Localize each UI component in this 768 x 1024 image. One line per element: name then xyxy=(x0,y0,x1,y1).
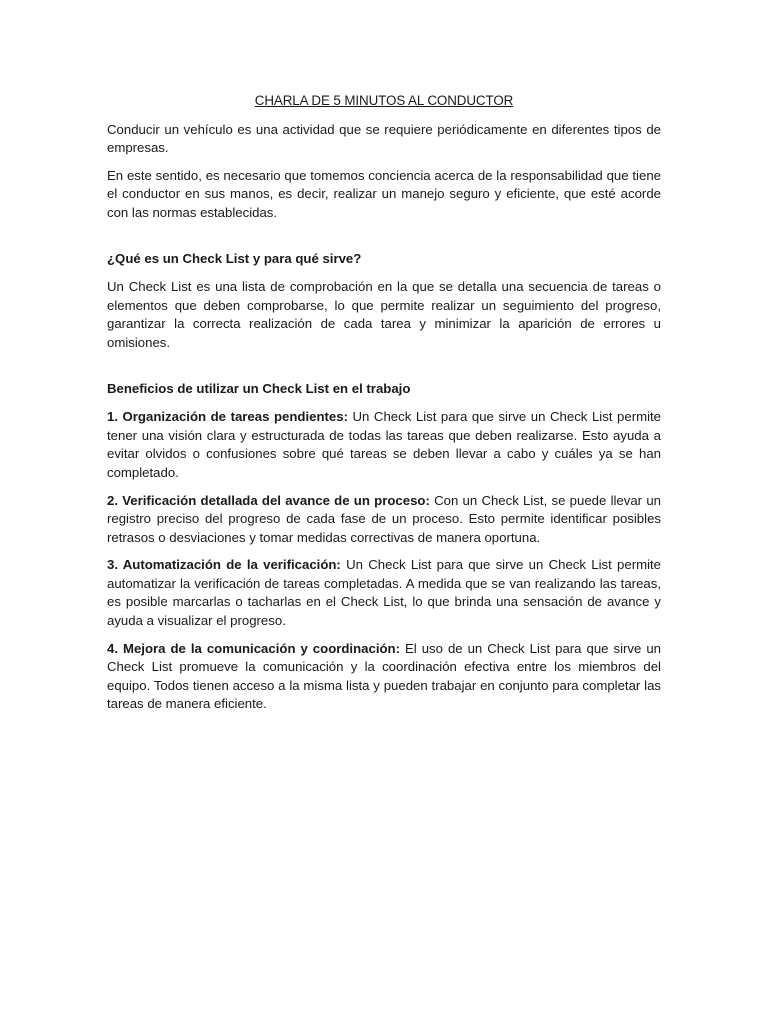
benefit-item-title: 2. Verificación detallada del avance de un proceso: xyxy=(107,492,430,508)
benefit-item-3 xyxy=(107,556,661,630)
checklist-definition-paragraph: Un Check List es una lista de comprobación en la que se detalla una secuencia de tareas o elementos que deben comprobarse, lo que permite realizar un seguimiento del progreso, garantizar la correcta realización de cada tarea y minimizar la aparición de errores u omisiones. xyxy=(107,279,661,350)
document-page xyxy=(107,92,661,723)
benefit-item-title: 4. Mejora de la comunicación y coordinación: xyxy=(107,640,400,656)
benefit-item-title: 3. Automatización de la verificación: xyxy=(107,557,341,573)
benefit-item-text: Un Check List para que sirve un Check List permite tener una visión clara y estructurada de todas las tareas que deben realizarse. Esto ayuda a evitar olvidos o confusiones sobre qué tareas se deben llevar a cabo y cuáles ya se han completado. xyxy=(107,409,661,480)
benefit-item-title: 1. Organización de tareas pendientes: xyxy=(107,409,348,425)
benefit-item-4 xyxy=(107,640,661,714)
intro-paragraph-1: Conducir un vehículo es una actividad que se requiere periódicamente en diferentes tipos de empresas. xyxy=(107,121,661,156)
intro-paragraph-2: En este sentido, es necesario que tomemos conciencia acerca de la responsabilidad que tiene el conductor en sus manos, es decir, realizar un manejo seguro y eficiente, que esté acorde con las normas establecidas. xyxy=(107,167,661,220)
benefit-item-text: Con un Check List, se puede llevar un registro preciso del progreso de cada fase de un proceso. Esto permite identificar posibles retrasos o desviaciones y tomar medidas correctivas de manera oportuna. xyxy=(107,492,661,545)
benefit-item-2 xyxy=(107,492,661,548)
benefit-item-text: Un Check List para que sirve un Check List permite automatizar la verificación de tareas completadas. A medida que se van realizando las tareas, es posible marcarlas o tacharlas en el Check List, lo que brinda una sensación de avance y ayuda a visualizar el progreso. xyxy=(107,557,662,629)
benefit-item-text: El uso de un Check List para que sirve un Check List promueve la comunicación y la coordinación efectiva entre los miembros del equipo. Todos tienen acceso a la misma lista y pueden trabajar en conjunto para completar las tareas de manera eficiente. xyxy=(107,640,661,712)
spacer xyxy=(107,232,661,250)
section-heading-checklist: ¿Qué es un Check List y para qué sirve? xyxy=(107,250,362,266)
benefit-item-1 xyxy=(107,408,661,482)
document-title: CHARLA DE 5 MINUTOS AL CONDUCTOR xyxy=(254,93,514,108)
section-heading-benefits: Beneficios de utilizar un Check List en el trabajo xyxy=(107,380,411,396)
spacer xyxy=(107,362,661,380)
